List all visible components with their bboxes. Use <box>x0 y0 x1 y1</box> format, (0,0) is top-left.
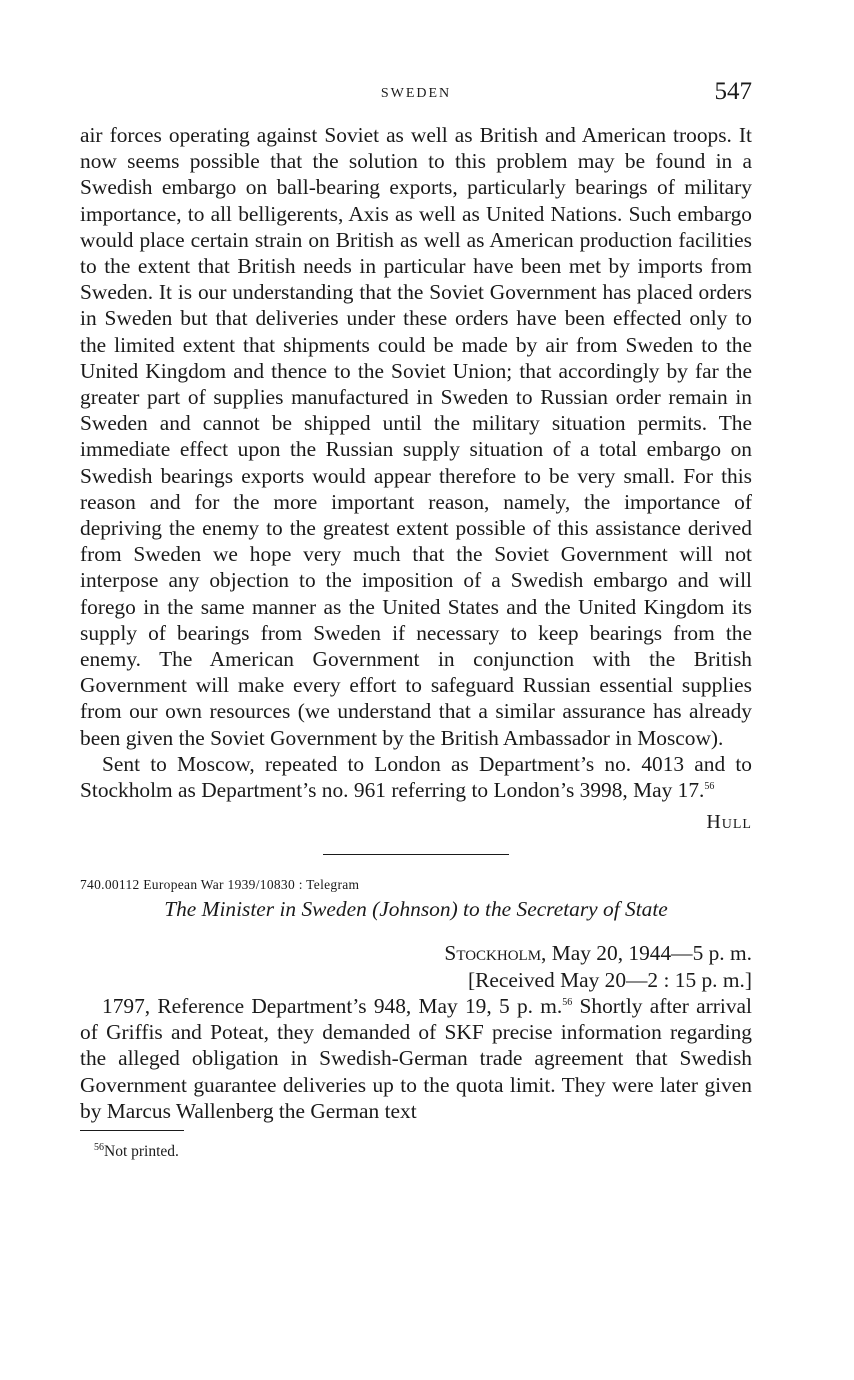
dateline <box>80 940 752 992</box>
document-page <box>80 78 752 1161</box>
footnote-marker: 56 <box>704 780 715 792</box>
footnote-divider <box>80 1130 184 1131</box>
footnote-text: Not printed. <box>104 1142 179 1160</box>
body-paragraph-distribution <box>80 751 752 803</box>
telegram-body <box>80 993 752 1124</box>
dateline-sent <box>80 940 752 966</box>
section-divider <box>323 854 509 855</box>
document-title: The Minister in Sweden (Johnson) to the Secretary of State <box>164 897 668 922</box>
letter-body <box>80 122 752 835</box>
file-reference: 740.00112 European War 1939/10830 : Telegram <box>80 877 360 893</box>
footnote-number: 56 <box>94 1141 104 1153</box>
telegram-reference: 1797, Reference Department’s 948, May 19, 5 p. m. <box>102 993 563 1018</box>
page-number: 547 <box>714 78 752 105</box>
dateline-received: [Received May 20—2 : 15 p. m.] <box>468 967 752 992</box>
footnote <box>80 1143 752 1161</box>
dateline-place: Stockholm, <box>444 941 547 966</box>
body-paragraph-continued: air forces operating against Soviet as well as British and American troops. It now seems possible that the solution to this problem may be found in a Swedish embargo on ball-bearing exports, particularly bearings of military importance, to all belligerents, Axis as well as United Nations. Such embargo would place certain strain on British as well as American production facilities to the extent that British needs in particular have been met by imports from Sweden. It is our understanding that the Soviet Government has placed orders in Sweden but that deliveries under these orders have been effected only to the limited extent that shipments could be made by air from Sweden to the United Kingdom and thence to the Soviet Union; that accordingly by far the greater part of supplies manufactured in Sweden to Russian order remain in Sweden and cannot be shipped until the military situation permits. The immediate effect upon the Russian supply situation of a total embargo on Swedish bearings exports would appear therefore to be very small. For this reason and for the more important reason, namely, the importance of depriving the enemy to the greatest extent possible of this assistance derived from Sweden we hope very much that the Soviet Government will not interpose any objection to the imposition of a Swedish embargo and will forego in the same manner as the United States and the United Kingdom its supply of bearings from Sweden if necessary to keep bearings from the enemy. The American Government in conjunction with the British Government will make every effort to safeguard Russian essential supplies from our own resources (we understand that a similar assurance has already been given the Soviet Government by the British Ambassador in Moscow). <box>80 123 752 750</box>
running-title: SWEDEN <box>380 86 452 101</box>
telegram-paragraph <box>80 993 752 1124</box>
distribution-text: Sent to Moscow, repeated to London as Department’s no. 4013 and to Stockholm as Department’s no. 961 referring to London’s 3998, May 17. <box>80 751 752 803</box>
footnote-marker: 56 <box>562 996 573 1008</box>
running-header <box>80 78 752 112</box>
telegram-text: Shortly after arrival of Griffis and Poteat, they demanded of SKF precise information regarding the alleged obligation in Swedish-German trade agreement that Swedish Government guarantee deliveries up to the quota limit. They were later given by Marcus Wallenberg the German text <box>80 993 752 1123</box>
dateline-date: May 20, 1944—5 p. m. <box>546 941 752 966</box>
signature: Hull <box>706 811 752 834</box>
